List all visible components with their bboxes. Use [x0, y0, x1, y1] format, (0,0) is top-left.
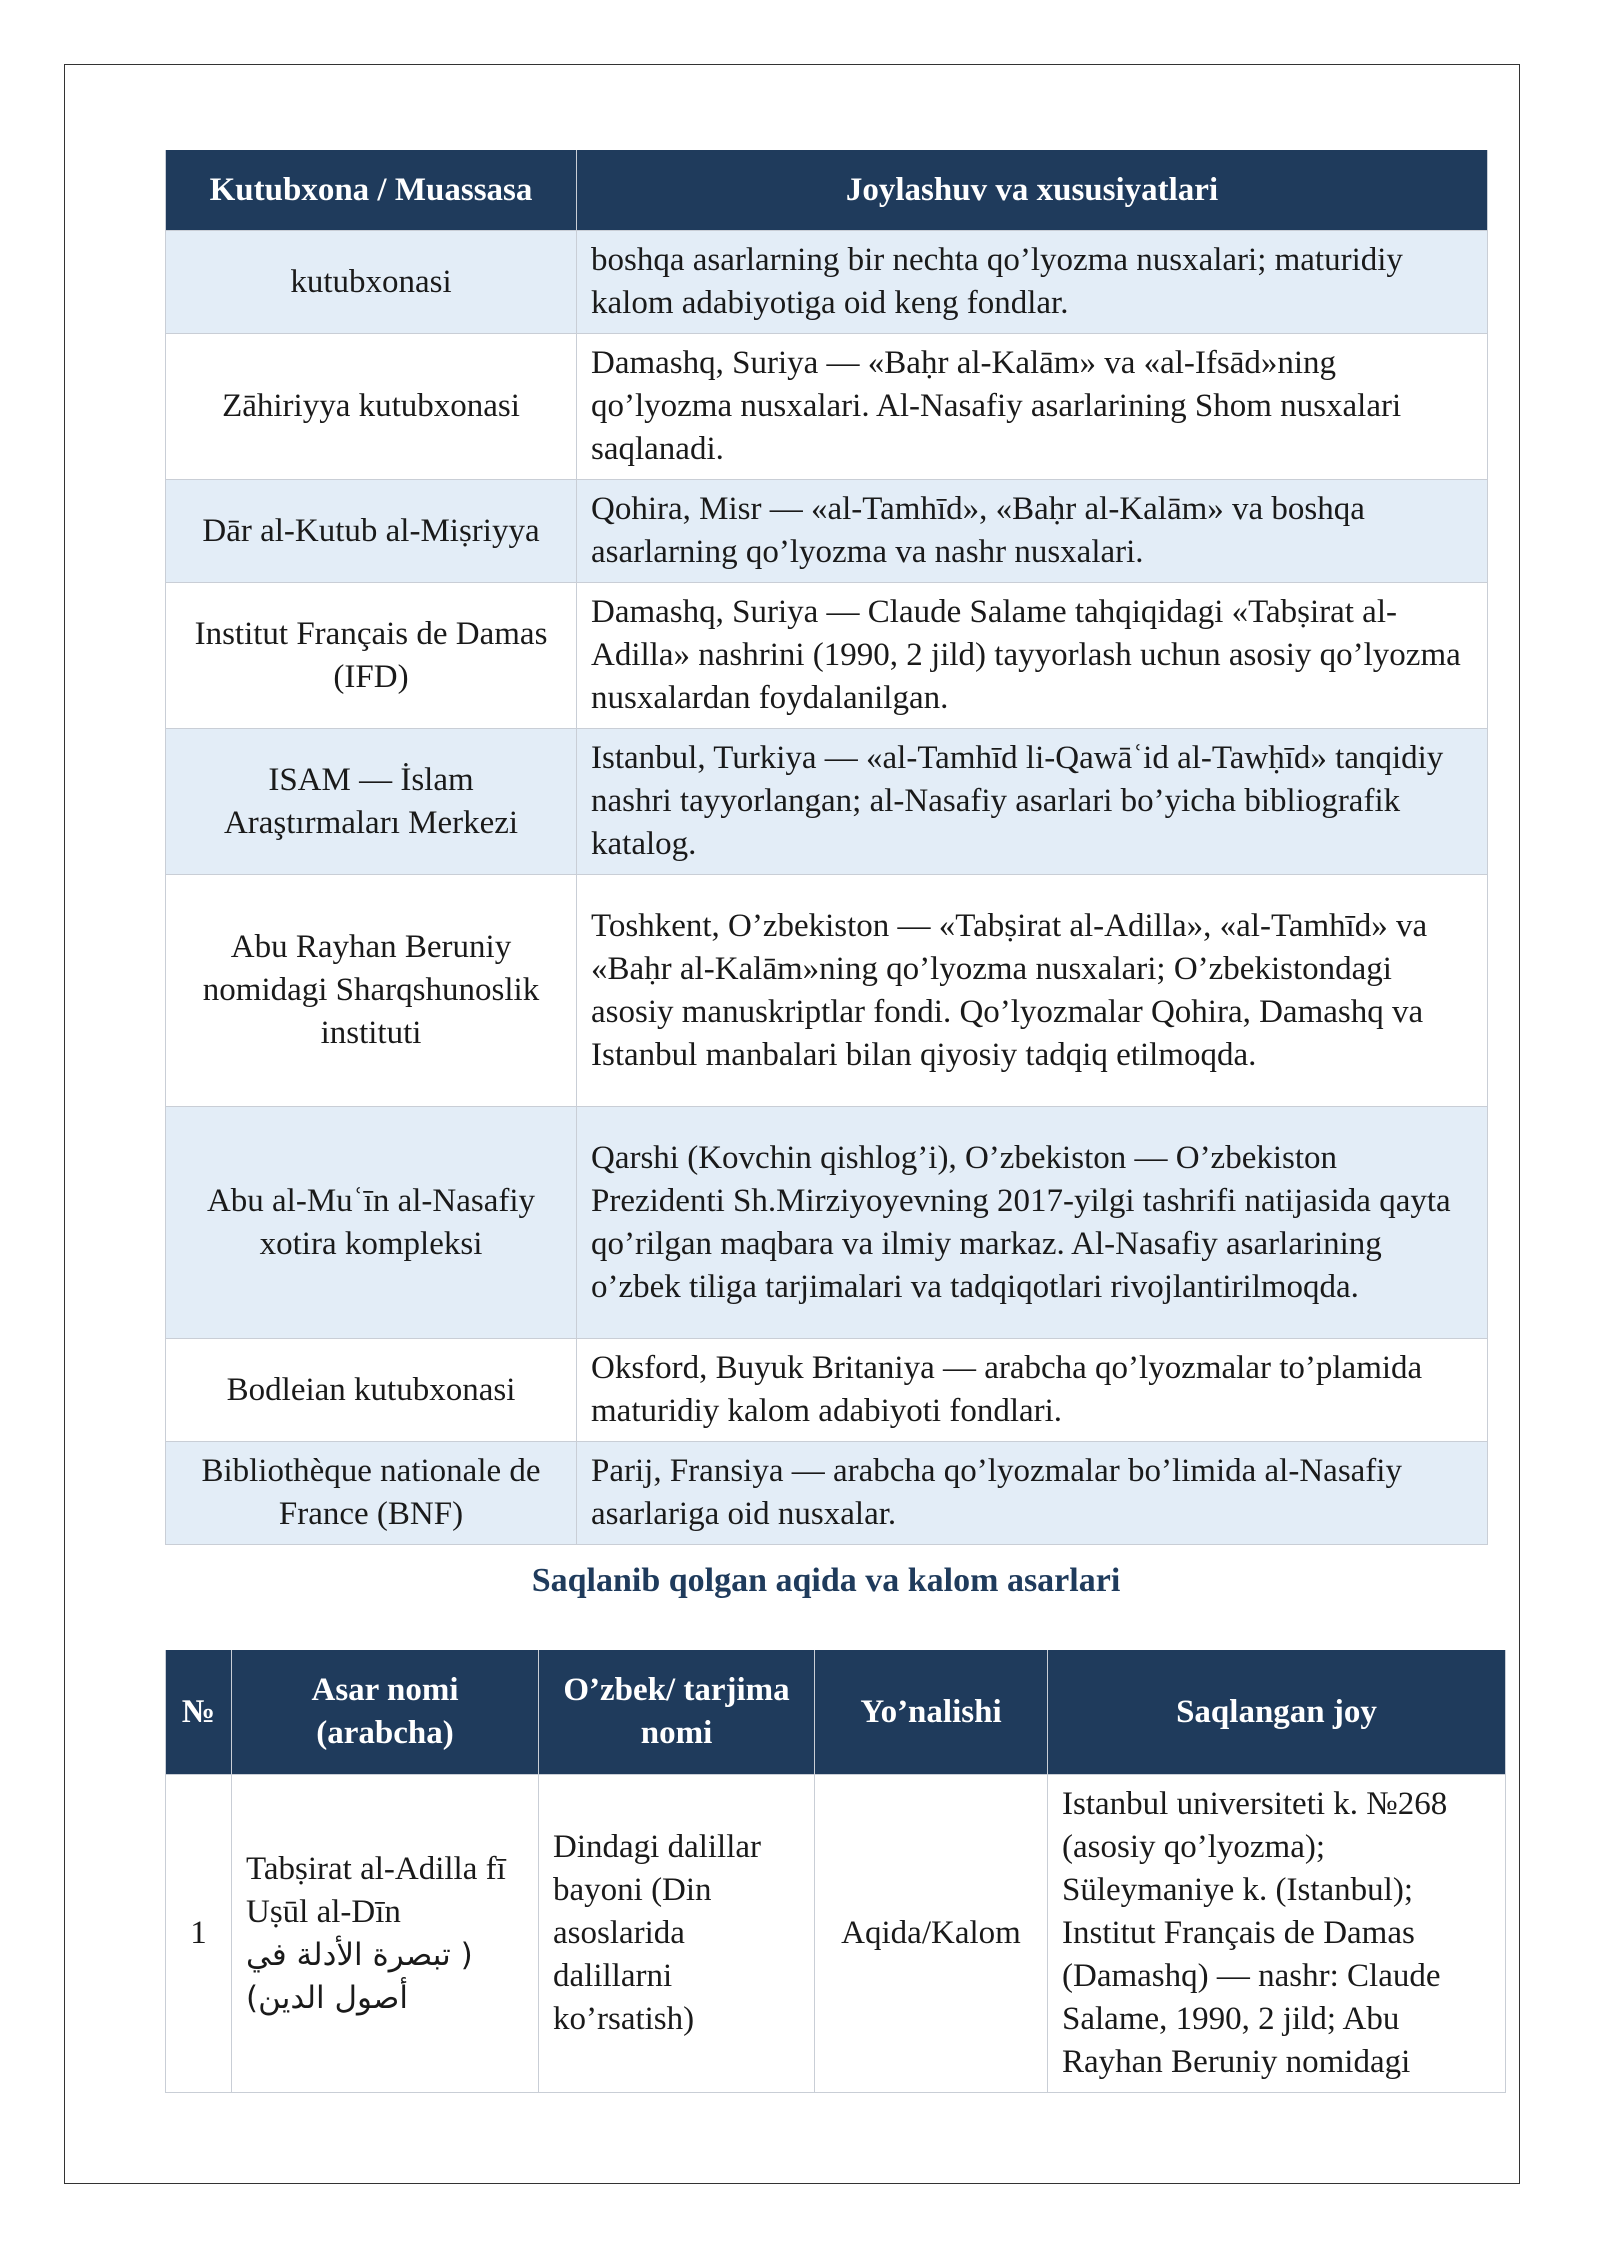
work-title-arabic: ( تبصرة الأدلة في أصول الدين): [246, 1936, 473, 2016]
header-direction: Yo’nalishi: [815, 1650, 1048, 1775]
header-library: Kutubxona / Muassasa: [166, 150, 577, 231]
library-desc: boshqa asarlarning bir nechta qo’lyozma nusxalari; maturidiy kalom adabiyotiga oid keng fondlar.: [577, 231, 1488, 334]
row-number: 1: [166, 1775, 232, 2093]
library-name: Zāhiriyya kutubxonasi: [166, 334, 577, 480]
libraries-table: [165, 150, 1488, 1545]
works-table: [165, 1650, 1506, 2093]
library-name: Dār al-Kutub al-Miṣriyya: [166, 480, 577, 583]
library-desc: Qohira, Misr — «al-Tamhīd», «Baḥr al-Kalām» va boshqa asarlarning qo’lyozma va nashr nusxalari.: [577, 480, 1488, 583]
work-uzbek-title: Dindagi dalillar bayoni (Din asoslarida dalillarni ko’rsatish): [539, 1775, 815, 2093]
table-row: [166, 334, 1488, 480]
section-title: Saqlanib qolgan aqida va kalom asarlari: [531, 1562, 1121, 1599]
library-desc: Damashq, Suriya — Claude Salame tahqiqidagi «Tabṣirat al-Adilla» nashrini (1990, 2 jild) tayyorlash uchun asosiy qo’lyozma nusxalardan foydalanilgan.: [577, 583, 1488, 729]
table-row: [166, 875, 1488, 1107]
library-desc: Damashq, Suriya — «Baḥr al-Kalām» va «al-Ifsād»ning qo’lyozma nusxalari. Al-Nasafiy asarlarining Shom nusxalari saqlanadi.: [577, 334, 1488, 480]
library-name: ISAM — İslam Araştırmaları Merkezi: [166, 729, 577, 875]
table-row: [166, 231, 1488, 334]
library-name: Bodleian kutubxonasi: [166, 1339, 577, 1442]
library-name: Abu al-Muʿīn al-Nasafiy xotira kompleksi: [166, 1107, 577, 1339]
table-row: [166, 480, 1488, 583]
table-row: [166, 729, 1488, 875]
work-title: [232, 1775, 539, 2093]
library-desc: Qarshi (Kovchin qishlog’i), O’zbekiston — O’zbekiston Prezidenti Sh.Mirziyoyevning 2017-yilgi tashrifi natijasida qayta qo’rilgan maqbara va ilmiy markaz. Al-Nasafiy asarlarining o’zbek tiliga tarjimalari va tadqiqotlari rivojlantirilmoqda.: [577, 1107, 1488, 1339]
table-row: [166, 1339, 1488, 1442]
library-name: Institut Français de Damas (IFD): [166, 583, 577, 729]
header-title-uzbek: O’zbek/ tarjima nomi: [539, 1650, 815, 1775]
library-desc: Parij, Fransiya — arabcha qo’lyozmalar bo’limida al-Nasafiy asarlariga oid nusxalar.: [577, 1442, 1488, 1545]
table-row: [166, 1775, 1506, 2093]
library-name: kutubxonasi: [166, 231, 577, 334]
work-direction: Aqida/Kalom: [815, 1775, 1048, 2093]
library-desc: Toshkent, O’zbekiston — «Tabṣirat al-Adilla», «al-Tamhīd» va «Baḥr al-Kalām»ning qo’lyozma nusxalari; O’zbekistondagi asosiy manuskriptlar fondi. Qo’lyozmalar Qohira, Damashq va Istanbul manbalari bilan qiyosiy tadqiq etilmoqda.: [577, 875, 1488, 1107]
work-title-latin: Tabṣirat al-Adilla fī Uṣūl al-Dīn: [246, 1850, 506, 1930]
header-storage: Saqlangan joy: [1048, 1650, 1506, 1775]
work-location: Istanbul universiteti k. №268 (asosiy qo’lyozma); Süleymaniye k. (Istanbul); Institut Français de Damas (Damashq) — nashr: Claude Salame, 1990, 2 jild; Abu Rayhan Beruniy nomidagi: [1048, 1775, 1506, 2093]
library-name: Bibliothèque nationale de France (BNF): [166, 1442, 577, 1545]
table-row: [166, 583, 1488, 729]
header-location: Joylashuv va xususiyatlari: [577, 150, 1488, 231]
header-number: №: [166, 1650, 232, 1775]
library-desc: Istanbul, Turkiya — «al-Tamhīd li-Qawāʿid al-Tawḥīd» tanqidiy nashri tayyorlangan; al-Nasafiy asarlari bo’yicha bibliografik katalog.: [577, 729, 1488, 875]
library-desc: Oksford, Buyuk Britaniya — arabcha qo’lyozmalar to’plamida maturidiy kalom adabiyoti fondlari.: [577, 1339, 1488, 1442]
table-row: [166, 1107, 1488, 1339]
table-row: [166, 1442, 1488, 1545]
table-header-row: [166, 1650, 1506, 1775]
table-header-row: [166, 150, 1488, 231]
library-name: Abu Rayhan Beruniy nomidagi Sharqshunoslik instituti: [166, 875, 577, 1107]
header-title-arabic: Asar nomi (arabcha): [232, 1650, 539, 1775]
